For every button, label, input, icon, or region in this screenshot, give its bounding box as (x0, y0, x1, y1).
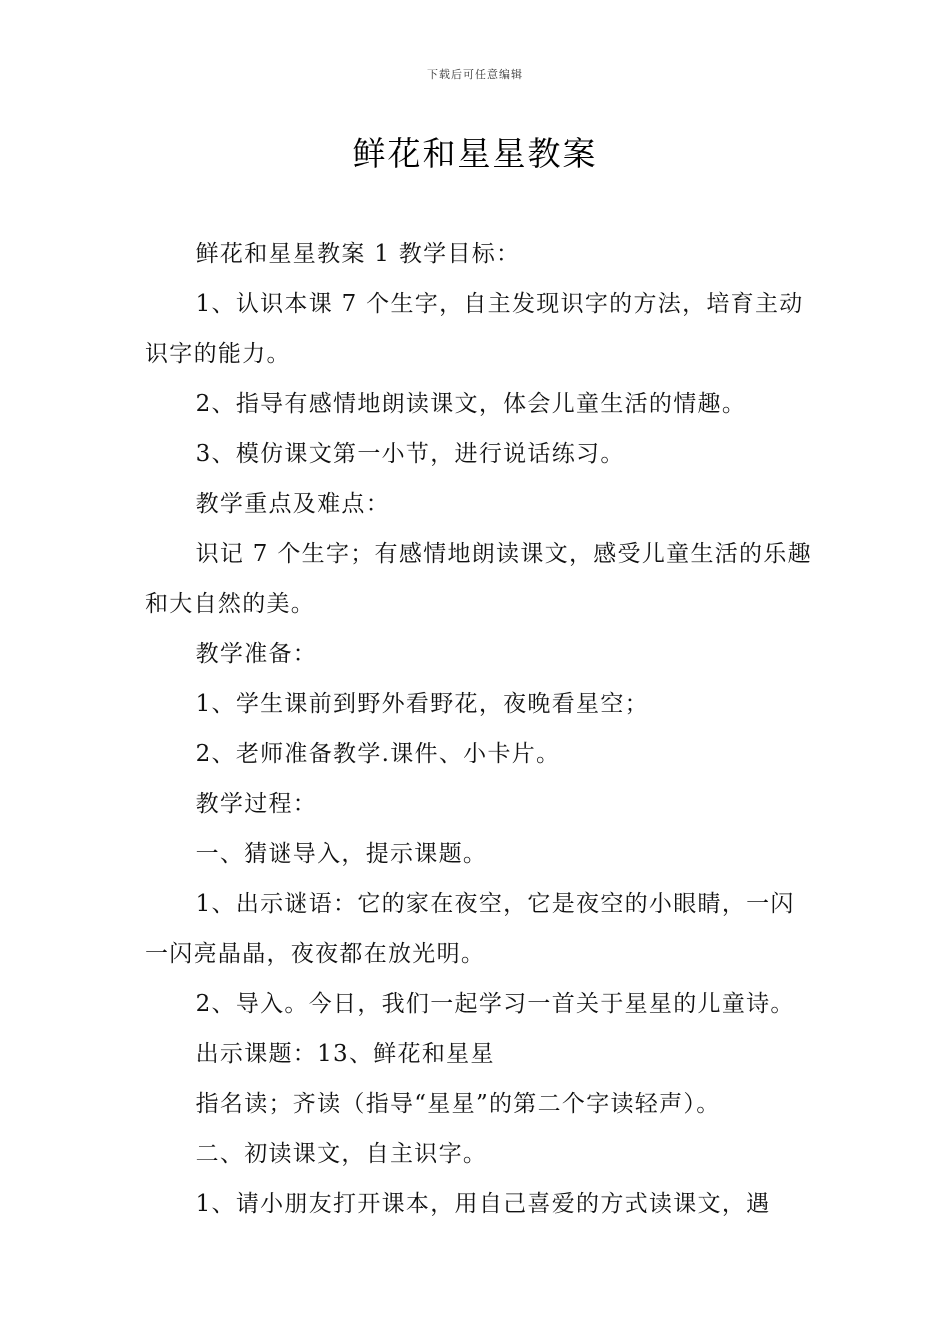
paragraph: 识记 7 个生字；有感情地朗读课文，感受儿童生活的乐趣和大自然的美。 (145, 541, 812, 617)
paragraph: 1、学生课前到野外看野花，夜晚看星空； (195, 691, 649, 717)
paragraph: 2、老师准备教学.课件、小卡片。 (195, 741, 561, 767)
paragraph: 教学准备： (195, 641, 318, 667)
paragraph: 教学过程： (195, 791, 318, 817)
paragraph: 二、初读课文，自主识字。 (195, 1141, 488, 1167)
document-body (145, 229, 813, 1229)
paragraph: 1、请小朋友打开课本，用自己喜爱的方式读课文，遇 (195, 1191, 771, 1217)
paragraph: 教学重点及难点： (195, 491, 390, 517)
paragraph: 指名读；齐读（指导“星星”的第二个字读轻声）。 (195, 1091, 721, 1117)
paragraph: 一、猜谜导入，提示课题。 (195, 841, 488, 867)
paragraph: 出示课题：13、鲜花和星星 (195, 1041, 495, 1067)
paragraph: 鲜花和星星教案 1 教学目标： (195, 241, 521, 267)
document-title: 鲜花和星星教案 (352, 134, 598, 173)
paragraph: 1、出示谜语：它的家在夜空，它是夜空的小眼睛，一闪一闪亮晶晶，夜夜都在放光明。 (145, 891, 795, 967)
header-note: 下载后可任意编辑 (427, 68, 523, 81)
paragraph: 1、认识本课 7 个生字，自主发现识字的方法，培育主动识字的能力。 (145, 291, 804, 367)
paragraph: 2、指导有感情地朗读课文，体会儿童生活的情趣。 (195, 391, 747, 417)
paragraph: 3、模仿课文第一小节，进行说话练习。 (195, 441, 625, 467)
paragraph: 2、导入。今日，我们一起学习一首关于星星的儿童诗。 (195, 991, 795, 1017)
